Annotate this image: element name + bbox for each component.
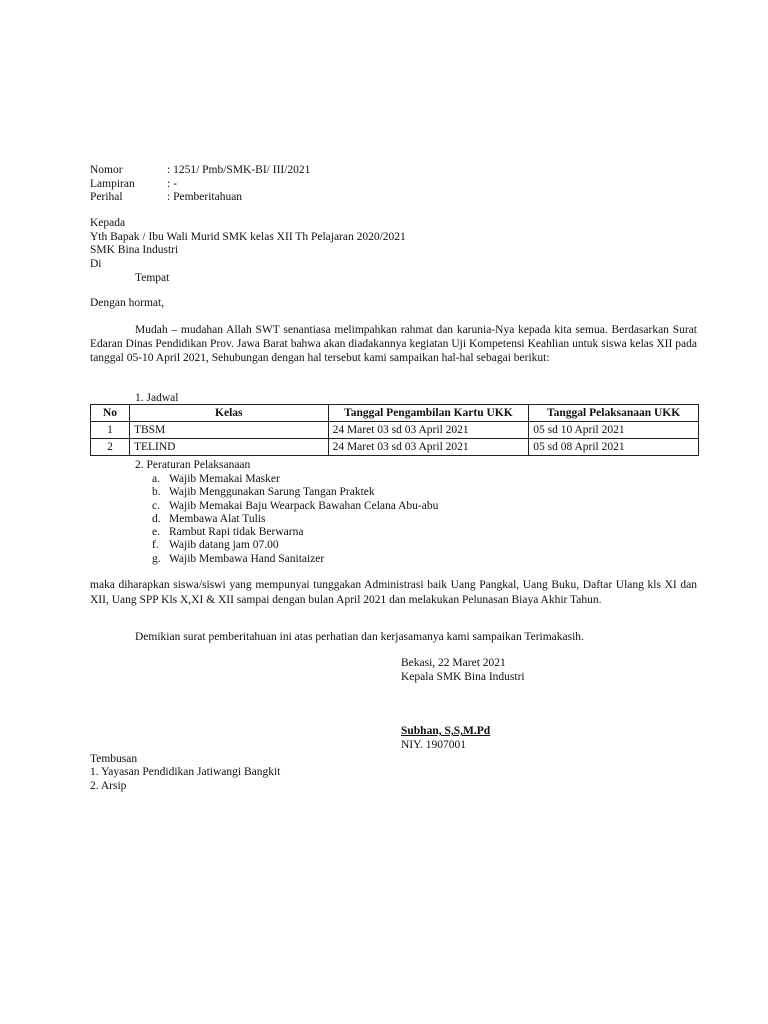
list-text: Wajib Memakai Baju Wearpack Bawahan Celana Abu-abu [169,499,439,512]
place-date: Bekasi, 22 Maret 2021 [401,657,506,669]
cell-tanggal-pelaksanaan: 05 sd 10 April 2021 [529,422,699,439]
list-text: Rambut Rapi tidak Berwarna [169,526,304,539]
col-header-tanggal-kartu: Tanggal Pengambilan Kartu UKK [328,405,529,422]
signer-niy: NIY. 1907001 [401,739,466,751]
list-text: Wajib Membawa Hand Sanitaizer [169,552,325,565]
jadwal-table [90,404,699,456]
table-row [91,439,699,456]
list-text: Wajib Menggunakan Sarung Tangan Praktek [169,486,375,499]
list-marker: c. [152,499,160,512]
nomor-value: : 1251/ Pmb/SMK-BI/ III/2021 [167,164,311,176]
cell-no: 1 [91,422,130,439]
signer-name: Subhan, S,S,M.Pd [401,725,491,737]
cell-tanggal-kartu: 24 Maret 03 sd 03 April 2021 [328,439,529,456]
list-text: Membawa Alat Tulis [169,512,266,525]
lampiran-label: Lampiran [90,178,135,190]
tempat: Tempat [135,272,170,284]
body-paragraph-text: Mudah – mudahan Allah SWT senantiasa melimpahkan rahmat dan karunia-Nya kepada kita semua. Berdasarkan Surat Edaran Dinas Pendidikan Prov. Jawa Barat bahwa akan diadakannya kegiatan Uji Kompetensi Keahlian untuk siswa kelas XII pada tanggal 05-10 April 2021, Sehubungan dengan hal tersebut kami sampaikan hal-hal sebagai berikut: [90,324,697,364]
table-header-row [91,405,699,422]
table-row [91,422,699,439]
list-marker: g. [152,552,161,565]
tembusan-item: 2. Arsip [90,780,127,792]
peraturan-heading: 2. Peraturan Pelaksanaan [135,459,251,471]
list-marker: b. [152,486,161,499]
body-paragraph [90,323,697,365]
closing-paragraph [90,630,697,645]
tembusan-item: 1. Yayasan Pendidikan Jatiwangi Bangkit [90,766,281,778]
greeting: Dengan hormat, [90,297,165,309]
nomor-label: Nomor [90,164,123,176]
list-text: Wajib Memakai Masker [169,473,280,485]
payment-paragraph-text: maka diharapkan siswa/siswi yang mempunyai tunggakan Administrasi baik Uang Pangkal, Uang Buku, Daftar Ulang kls XI dan XII, Uang SPP Kls X,XI & XII sampai dengan bulan April 2021 dan melakukan Pelunasan Biaya Akhir Tahun. [90,579,697,606]
cell-tanggal-kartu: 24 Maret 03 sd 03 April 2021 [328,422,529,439]
list-marker: a. [152,473,160,485]
col-header-no: No [91,405,130,422]
cell-tanggal-pelaksanaan: 05 sd 08 April 2021 [529,439,699,456]
perihal-label: Perihal [90,191,123,203]
col-header-kelas: Kelas [129,405,328,422]
recipient-line1: Yth Bapak / Ibu Wali Murid SMK kelas XII Th Pelajaran 2020/2021 [90,231,406,243]
list-text: Wajib datang jam 07.00 [169,539,279,552]
list-marker: f. [152,539,159,552]
list-marker: e. [152,526,160,539]
signer-position: Kepala SMK Bina Industri [401,671,525,683]
list-marker: d. [152,512,161,525]
lampiran-value: : - [167,178,177,190]
cell-no: 2 [91,439,130,456]
payment-paragraph [90,578,697,607]
closing-paragraph-text: Demikian surat pemberitahuan ini atas perhatian dan kerjasamanya kami sampaikan Terimakasih. [135,631,584,643]
recipient-line2: SMK Bina Industri [90,244,179,256]
col-header-tanggal-pelaksanaan: Tanggal Pelaksanaan UKK [529,405,699,422]
perihal-value: : Pemberitahuan [167,191,243,203]
kepada: Kepada [90,217,126,229]
tembusan-heading: Tembusan [90,753,138,765]
jadwal-heading: 1. Jadwal [135,392,179,404]
cell-kelas: TELIND [129,439,328,456]
cell-kelas: TBSM [129,422,328,439]
di: Di [90,258,102,270]
